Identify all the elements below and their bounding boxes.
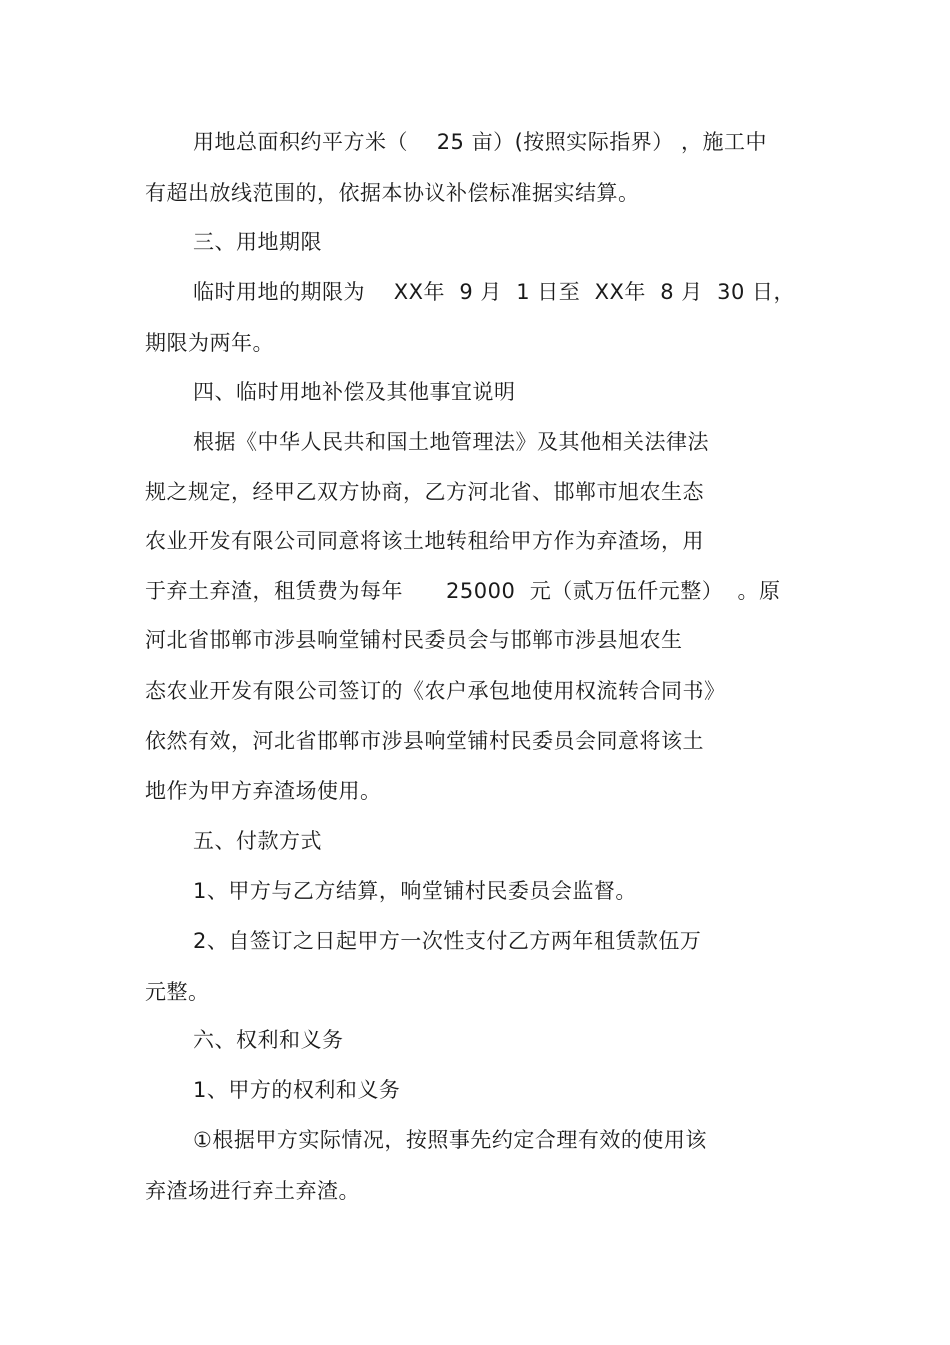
section-heading: 五、付款方式 bbox=[193, 829, 322, 853]
subsection-heading: 1、甲方的权利和义务 bbox=[193, 1078, 401, 1102]
paragraph-line: 1、甲方与乙方结算，响堂铺村民委员会监督。 bbox=[193, 879, 637, 903]
section-heading: 四、临时用地补偿及其他事宜说明 bbox=[193, 380, 516, 404]
paragraph-line: 弃渣场进行弃土弃渣。 bbox=[145, 1179, 360, 1203]
paragraph-line: 根据《中华人民共和国土地管理法》及其他相关法律法 bbox=[193, 430, 709, 454]
paragraph-line: 地作为甲方弃渣场使用。 bbox=[145, 779, 382, 803]
paragraph-line: 期限为两年。 bbox=[145, 331, 274, 355]
paragraph-line: 临时用地的期限为 XX年 9 月 1 日至 XX年 8 月 30 日， bbox=[193, 280, 796, 304]
paragraph-line: 有超出放线范围的，依据本协议补偿标准据实结算。 bbox=[145, 181, 640, 205]
paragraph-line: 用地总面积约平方米（ 25 亩）(按照实际指界） ，施工中 bbox=[193, 130, 767, 154]
paragraph-line: 态农业开发有限公司签订的《农户承包地使用权流转合同书》 bbox=[145, 679, 726, 703]
paragraph-line: 河北省邯郸市涉县响堂铺村民委员会与邯郸市涉县旭农生 bbox=[145, 628, 683, 652]
paragraph-line: 农业开发有限公司同意将该土地转租给甲方作为弃渣场，用 bbox=[145, 529, 704, 553]
paragraph-line: 依然有效，河北省邯郸市涉县响堂铺村民委员会同意将该土 bbox=[145, 729, 704, 753]
paragraph-line: ①根据甲方实际情况，按照事先约定合理有效的使用该 bbox=[193, 1128, 707, 1152]
section-heading: 三、用地期限 bbox=[193, 230, 322, 254]
paragraph-line: 规之规定，经甲乙双方协商，乙方河北省、邯郸市旭农生态 bbox=[145, 480, 704, 504]
paragraph-line: 于弃土弃渣，租赁费为每年 25000 元（贰万伍仟元整） 。原 bbox=[145, 579, 781, 603]
paragraph-line: 2、自签订之日起甲方一次性支付乙方两年租赁款伍万 bbox=[193, 929, 702, 953]
paragraph-line: 元整。 bbox=[145, 980, 210, 1004]
section-heading: 六、权利和义务 bbox=[193, 1028, 344, 1052]
